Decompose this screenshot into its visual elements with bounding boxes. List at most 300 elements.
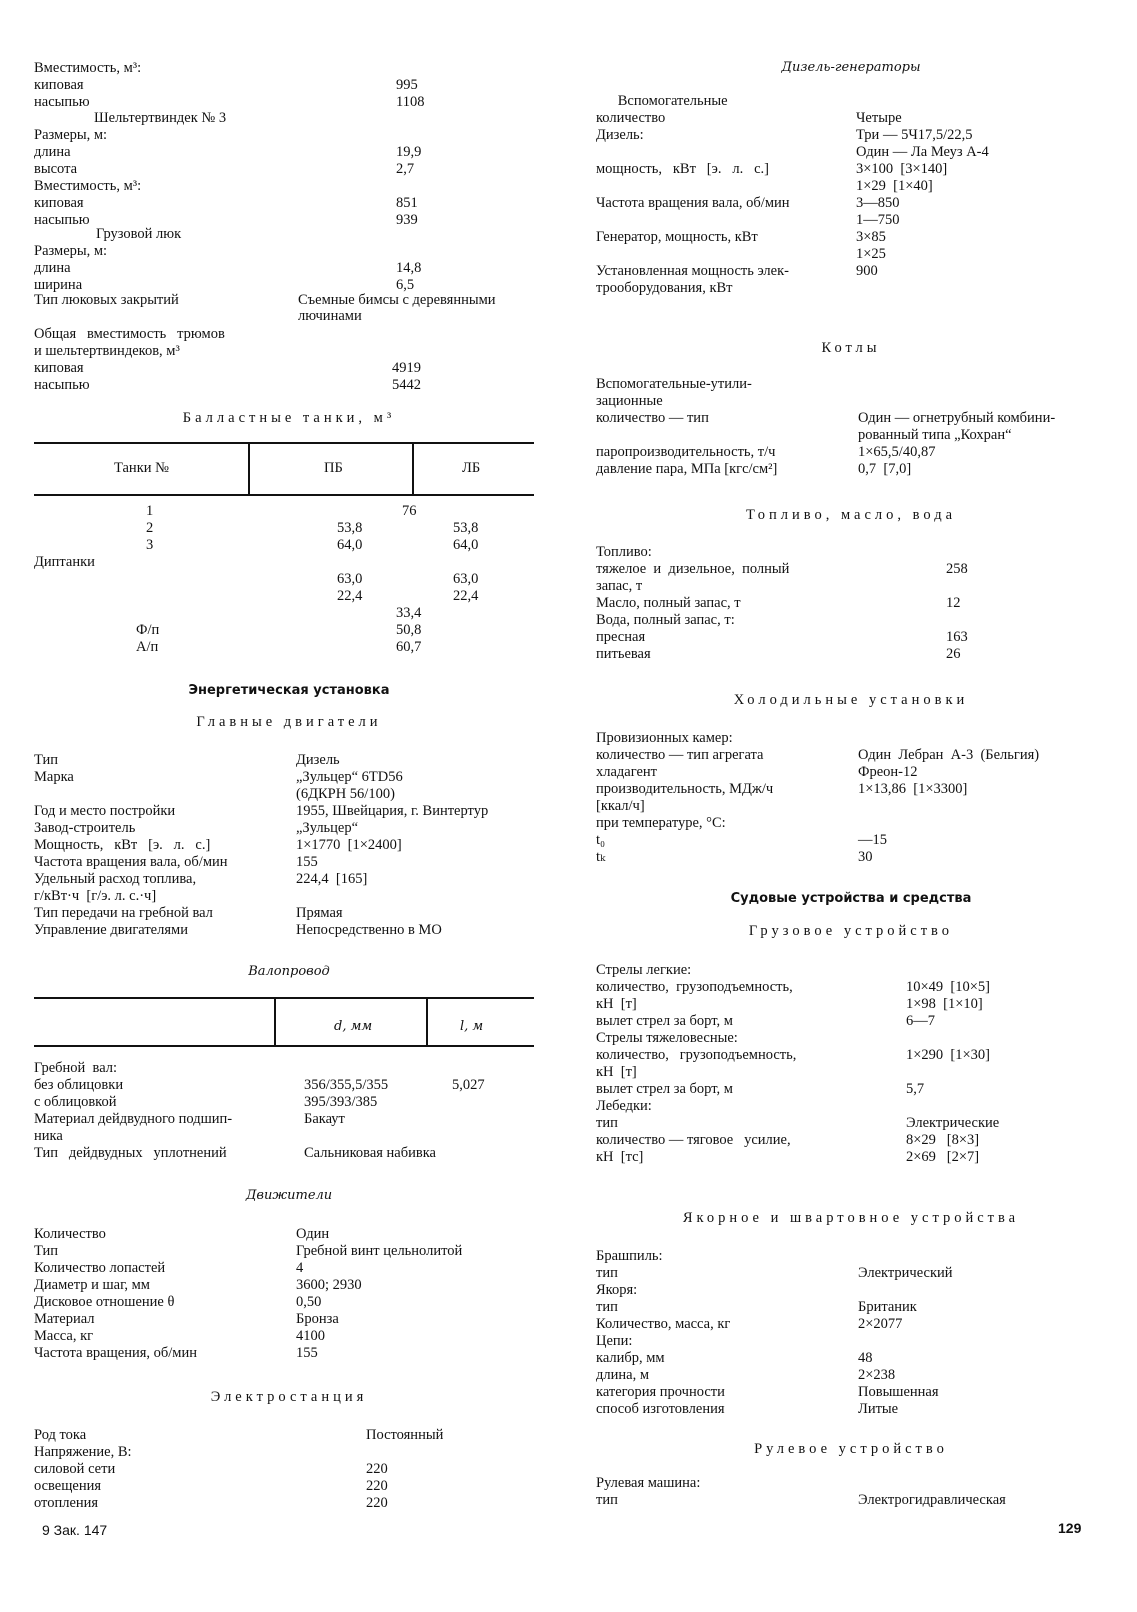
spec-row: [596, 747, 1116, 764]
spec-row: [596, 1367, 1116, 1384]
spec-value: —15: [858, 832, 887, 848]
spec-value: Один: [296, 1226, 330, 1242]
spec-value: 0,50: [296, 1294, 322, 1310]
spec-row: [34, 195, 544, 212]
spec-value: 995: [396, 77, 418, 93]
ballast-tank-name: 3: [146, 537, 154, 553]
spec-value: Один — Ла Меуз А-4: [856, 144, 989, 160]
ballast-rows: [34, 503, 544, 656]
spec-value: 2×238: [858, 1367, 896, 1383]
spec-label: Вода, полный запас, т:: [596, 612, 735, 628]
spec-value: 8×29 [8×3]: [906, 1132, 980, 1148]
spec-label: отопления: [34, 1495, 99, 1511]
spec-value: 3×100 [3×140]: [856, 161, 948, 177]
spec-value: Постоянный: [366, 1427, 444, 1443]
spec-label: Вспомогательные-утили-: [596, 376, 752, 392]
spec-value: Литые: [858, 1401, 899, 1417]
spec-row: [34, 1478, 544, 1495]
spec-label: освещения: [34, 1478, 102, 1494]
spec-value: 220: [366, 1495, 388, 1511]
spec-row: [34, 888, 544, 905]
spec-row: [34, 1444, 544, 1461]
refrigeration-title: Холодильные установки: [733, 692, 969, 708]
spec-label: насыпью: [34, 377, 90, 393]
cargo-gear-section: [596, 962, 1116, 1166]
total-capacity-label-1: Общая вместимость трюмов: [34, 326, 225, 342]
spec-row: [34, 905, 544, 922]
diesel-generators-section: [596, 93, 1116, 297]
spec-value: Бронза: [296, 1311, 339, 1327]
spec-label: способ изготовления: [596, 1401, 725, 1417]
spec-row: [596, 979, 1116, 996]
spec-label: трооборудования, кВт: [596, 280, 733, 296]
spec-label: производительность, МДж/ч: [596, 781, 774, 797]
steering-title: Рулевое устройство: [754, 1441, 948, 1457]
main-engines-title: Главные двигатели: [196, 714, 382, 730]
shaft-title: Валопровод: [248, 964, 330, 979]
spec-value: 155: [296, 854, 318, 870]
spec-label: при температуре, °С:: [596, 815, 726, 831]
spec-label: Дизель:: [596, 127, 644, 143]
spec-label: зационные: [596, 393, 663, 409]
spec-row: [34, 178, 544, 195]
spec-label: tₖ: [596, 849, 606, 865]
spec-row: [34, 1277, 544, 1294]
spec-label: Напряжение, В:: [34, 1444, 132, 1460]
spec-value: 258: [946, 561, 968, 577]
ballast-lb-value: 53,8: [453, 520, 479, 536]
spec-value: Повышенная: [858, 1384, 939, 1400]
spec-label: киповая: [34, 195, 84, 211]
spec-label: количество — тип агрегата: [596, 747, 764, 763]
spec-row: [34, 144, 544, 161]
spec-label: тип: [596, 1265, 618, 1281]
spec-value: 1×98 [1×10]: [906, 996, 983, 1012]
fuel-title: Топливо, масло, вода: [745, 507, 957, 523]
spec-row: [596, 195, 1116, 212]
spec-value: 5,7: [906, 1081, 925, 1097]
tweendeck3-title: Шельтертвиндек № 3: [94, 110, 227, 126]
spec-row: [596, 1316, 1116, 1333]
spec-value: Прямая: [296, 905, 343, 921]
spec-row: [596, 781, 1116, 798]
spec-label: количество — тип: [596, 410, 709, 426]
spec-row: [596, 212, 1116, 229]
spec-row: [596, 815, 1116, 832]
spec-row: [596, 1282, 1116, 1299]
spec-row: [596, 1248, 1116, 1265]
spec-value: 5442: [392, 377, 421, 393]
spec-row: [34, 1094, 544, 1111]
spec-label: Стрелы легкие:: [596, 962, 692, 978]
spec-label: Вместимость, м³:: [34, 60, 142, 76]
spec-extra: 5,027: [452, 1077, 485, 1093]
spec-label: калибр, мм: [596, 1350, 665, 1366]
ballast-lb-value: 22,4: [453, 588, 479, 604]
total-capacity-label-2: и шельтертвиндеков, м³: [34, 343, 180, 359]
spec-label: ника: [34, 1128, 63, 1144]
spec-value: 1×13,86 [1×3300]: [858, 781, 968, 797]
spec-value: Три — 5Ч17,5/22,5: [856, 127, 973, 143]
spec-label: Тип передачи на гребной вал: [34, 905, 213, 921]
spec-value: 220: [366, 1478, 388, 1494]
spec-row: [34, 1226, 544, 1243]
footer-order: 9 Зак. 147: [42, 1522, 108, 1538]
spec-row: [34, 803, 544, 820]
spec-value: 1×29 [1×40]: [856, 178, 933, 194]
spec-value: 1—750: [856, 212, 900, 228]
spec-row: [596, 1401, 1116, 1418]
spec-value: 2,7: [396, 161, 415, 177]
spec-label: количество, грузоподъемность,: [596, 1047, 797, 1063]
spec-value: Один — огнетрубный комбини-: [858, 410, 1056, 426]
spec-row: [34, 820, 544, 837]
spec-label: Тип дейдвудных уплотнений: [34, 1145, 227, 1161]
spec-label: Лебедки:: [596, 1098, 652, 1114]
ballast-row: [34, 639, 544, 656]
spec-row: [596, 263, 1116, 280]
spec-row: [596, 561, 1116, 578]
spec-row: [596, 161, 1116, 178]
spec-value: Электрический: [858, 1265, 953, 1281]
ballast-title: Балластные танки, м³: [182, 410, 396, 426]
spec-value: 4919: [392, 360, 421, 376]
ballast-lb-value: 64,0: [453, 537, 479, 553]
spec-label: Вместимость, м³:: [34, 178, 142, 194]
spec-row: [34, 1077, 544, 1094]
spec-label: Рулевая машина:: [596, 1475, 701, 1491]
spec-value: 939: [396, 212, 418, 228]
spec-row: [596, 1475, 1116, 1492]
spec-row: [34, 360, 544, 377]
spec-row: [596, 410, 1116, 427]
ballast-row: [34, 571, 544, 588]
spec-value: 6—7: [906, 1013, 935, 1029]
spec-value: 1955, Швейцария, г. Винтертур: [296, 803, 489, 819]
ballast-center-value: 33,4: [396, 605, 422, 621]
spec-label: Завод-строитель: [34, 820, 136, 836]
spec-value: 163: [946, 629, 968, 645]
spec-label: количество — тяговое усилие,: [596, 1132, 791, 1148]
spec-value: 14,8: [396, 260, 422, 276]
ballast-row: [34, 537, 544, 554]
propulsor-section: [34, 1226, 544, 1362]
spec-row: [596, 1064, 1116, 1081]
spec-label: Размеры, м:: [34, 243, 108, 259]
shaft-header-d: d, мм: [334, 1019, 373, 1034]
spec-row: [34, 1111, 544, 1128]
ballast-tank-name: Ф/п: [136, 622, 160, 638]
spec-label: Материал дейдвудного подшип-: [34, 1111, 233, 1127]
hatch-cover-value: Съемные бимсы с деревянными лючинами: [298, 292, 496, 324]
spec-row: [34, 854, 544, 871]
anchor-section: [596, 1248, 1116, 1418]
spec-label: хладагент: [596, 764, 658, 780]
spec-value: 19,9: [396, 144, 422, 160]
ballast-header-tanks: Танки №: [114, 460, 169, 476]
ballast-row: [34, 554, 544, 571]
spec-row: [596, 427, 1116, 444]
spec-label: Вспомогательные: [596, 93, 728, 109]
spec-row: [34, 77, 544, 94]
spec-label: с облицовкой: [34, 1094, 117, 1110]
spec-row: [596, 1492, 1116, 1509]
spec-row: [596, 1098, 1116, 1115]
spec-row: [596, 1350, 1116, 1367]
spec-label: запас, т: [596, 578, 643, 594]
main-engines-section: [34, 752, 544, 939]
spec-label: г/кВт·ч [г/э. л. с.·ч]: [34, 888, 157, 904]
spec-label: кН [т]: [596, 1064, 637, 1080]
spec-label: Цепи:: [596, 1333, 633, 1349]
spec-row: [596, 578, 1116, 595]
spec-row: [596, 393, 1116, 410]
spec-label: Масло, полный запас, т: [596, 595, 741, 611]
power-station-section: [34, 1427, 544, 1512]
spec-row: [34, 871, 544, 888]
spec-row: [596, 93, 1116, 110]
spec-value: 395/393/385: [304, 1094, 378, 1110]
spec-row: [34, 1294, 544, 1311]
ballast-row: [34, 588, 544, 605]
spec-row: [596, 1299, 1116, 1316]
spec-label: Удельный расход топлива,: [34, 871, 197, 887]
spec-row: [34, 1128, 544, 1145]
ballast-pb-value: 53,8: [337, 520, 363, 536]
spec-value: 356/355,5/355: [304, 1077, 389, 1093]
ballast-pb-value: 64,0: [337, 537, 363, 553]
spec-label: количество: [596, 110, 666, 126]
ballast-row: [34, 520, 544, 537]
spec-value: 155: [296, 1345, 318, 1361]
spec-label: длина: [34, 260, 71, 276]
total-capacity-section: [34, 360, 544, 394]
spec-value: „Зульцер“ 6TD56: [296, 769, 403, 785]
spec-value: 10×49 [10×5]: [906, 979, 991, 995]
spec-row: [596, 1115, 1116, 1132]
spec-value: 1×1770 [1×2400]: [296, 837, 402, 853]
spec-row: [34, 769, 544, 786]
spec-label: вылет стрел за борт, м: [596, 1013, 733, 1029]
spec-value: Гребной винт цельнолитой: [296, 1243, 463, 1259]
spec-label: мощность, кВт [э. л. с.]: [596, 161, 769, 177]
spec-row: [596, 1081, 1116, 1098]
spec-value: (6ДКРН 56/100): [296, 786, 395, 802]
energy-title: Энергетическая установка: [188, 683, 390, 698]
spec-row: [596, 246, 1116, 263]
refrigeration-section: [596, 730, 1116, 866]
spec-value: рованный типа „Кохран“: [858, 427, 1012, 443]
spec-row: [596, 646, 1116, 663]
ballast-tank-name: 1: [146, 503, 154, 519]
spec-row: [596, 376, 1116, 393]
diesel-generators-title: Дизель-генераторы: [781, 60, 921, 75]
spec-row: [596, 1333, 1116, 1350]
power-station-title: Электростанция: [210, 1389, 368, 1405]
spec-row: [596, 730, 1116, 747]
cargo-gear-title: Грузовое устройство: [748, 923, 954, 939]
tweendeck3-section: [34, 127, 544, 229]
spec-value: 26: [946, 646, 961, 662]
spec-row: [596, 595, 1116, 612]
spec-label: Количество, масса, кг: [596, 1316, 731, 1332]
spec-value: 3600; 2930: [296, 1277, 362, 1293]
spec-row: [34, 1328, 544, 1345]
spec-value: Электрические: [906, 1115, 1000, 1131]
ballast-row: [34, 622, 544, 639]
spec-label: ширина: [34, 277, 83, 293]
spec-row: [596, 127, 1116, 144]
boilers-title: Котлы: [821, 340, 881, 356]
spec-row: [34, 60, 544, 77]
spec-label: давление пара, МПа [кгс/см²]: [596, 461, 778, 477]
spec-label: насыпью: [34, 94, 90, 110]
spec-label: Год и место постройки: [34, 803, 176, 819]
spec-label: t₀: [596, 832, 606, 848]
boilers-section: [596, 376, 1116, 478]
shaft-table: [34, 997, 534, 1047]
ballast-row: [34, 503, 544, 520]
spec-label: длина: [34, 144, 71, 160]
spec-label: тяжелое и дизельное, полный: [596, 561, 790, 577]
spec-label: Тип: [34, 1243, 59, 1259]
spec-label: Размеры, м:: [34, 127, 108, 143]
propulsor-title: Движители: [245, 1188, 333, 1203]
spec-row: [596, 798, 1116, 815]
spec-row: [596, 444, 1116, 461]
spec-row: [34, 1345, 544, 1362]
spec-value: 4: [296, 1260, 304, 1276]
steering-section: [596, 1475, 1116, 1509]
spec-label: Масса, кг: [34, 1328, 94, 1344]
spec-row: [596, 1149, 1116, 1166]
spec-label: Установленная мощность элек-: [596, 263, 789, 279]
spec-row: [34, 1495, 544, 1512]
spec-value: „Зульцер“: [296, 820, 359, 836]
spec-label: высота: [34, 161, 78, 177]
spec-row: [596, 1384, 1116, 1401]
spec-row: [596, 229, 1116, 246]
spec-label: без облицовки: [34, 1077, 124, 1093]
spec-label: Частота вращения, об/мин: [34, 1345, 197, 1361]
spec-label: Гребной вал:: [34, 1060, 118, 1076]
spec-label: насыпью: [34, 212, 90, 228]
spec-row: [596, 280, 1116, 297]
spec-row: [34, 1311, 544, 1328]
spec-label: Частота вращения вала, об/мин: [34, 854, 228, 870]
anchor-title: Якорное и швартовное устройства: [682, 1210, 1020, 1226]
shaft-header-l: l, м: [460, 1019, 484, 1034]
spec-row: [596, 629, 1116, 646]
ballast-tank-name: А/п: [136, 639, 159, 655]
spec-value: Дизель: [296, 752, 340, 768]
hatch-section: [34, 243, 544, 294]
spec-label: Мощность, кВт [э. л. с.]: [34, 837, 211, 853]
spec-label: Топливо:: [596, 544, 652, 560]
spec-row: [34, 260, 544, 277]
spec-row: [596, 612, 1116, 629]
spec-label: Дисковое отношение θ: [34, 1294, 175, 1310]
ballast-center-value: 76: [402, 503, 417, 519]
spec-row: [34, 1260, 544, 1277]
fuel-section: [596, 544, 1116, 663]
hatch-cover-label: Тип люковых закрытий: [34, 292, 179, 308]
spec-row: [596, 1030, 1116, 1047]
spec-row: [34, 161, 544, 178]
ballast-tank-name: 2: [146, 520, 154, 536]
ballast-tank-name: Диптанки: [34, 554, 95, 570]
spec-value: Фреон-12: [858, 764, 918, 780]
hatch-title: Грузовой люк: [96, 226, 182, 242]
spec-row: [596, 764, 1116, 781]
spec-label: тип: [596, 1299, 618, 1315]
spec-row: [596, 849, 1116, 866]
spec-label: количество, грузоподъемность,: [596, 979, 793, 995]
spec-label: кН [т]: [596, 996, 637, 1012]
spec-value: Непосредственно в МО: [296, 922, 442, 938]
spec-label: киповая: [34, 77, 84, 93]
ballast-center-value: 50,8: [396, 622, 422, 638]
shaft-rows: [34, 1060, 544, 1162]
spec-label: Материал: [34, 1311, 95, 1327]
ballast-pb-value: 63,0: [337, 571, 363, 587]
spec-row: [34, 127, 544, 144]
ballast-row: [34, 605, 544, 622]
spec-label: Род тока: [34, 1427, 87, 1443]
spec-label: длина, м: [596, 1367, 649, 1383]
spec-value: 900: [856, 263, 878, 279]
ballast-pb-value: 22,4: [337, 588, 363, 604]
spec-value: 1×25: [856, 246, 886, 262]
ballast-center-value: 60,7: [396, 639, 422, 655]
spec-value: 48: [858, 1350, 873, 1366]
spec-label: Брашпиль:: [596, 1248, 663, 1264]
spec-value: Британик: [858, 1299, 917, 1315]
spec-row: [596, 178, 1116, 195]
spec-row: [596, 962, 1116, 979]
spec-label: питьевая: [596, 646, 651, 662]
spec-value: 851: [396, 195, 418, 211]
spec-row: [596, 461, 1116, 478]
spec-row: [34, 752, 544, 769]
spec-label: кН [тс]: [596, 1149, 644, 1165]
spec-label: Провизионных камер:: [596, 730, 733, 746]
spec-value: Сальниковая набивка: [304, 1145, 436, 1161]
spec-row: [596, 996, 1116, 1013]
spec-label: Генератор, мощность, кВт: [596, 229, 758, 245]
spec-value: Бакаут: [304, 1111, 345, 1127]
spec-row: [34, 1243, 544, 1260]
spec-value: 220: [366, 1461, 388, 1477]
spec-label: Количество лопастей: [34, 1260, 166, 1276]
spec-value: Один Лебран А-3 (Бельгия): [858, 747, 1040, 763]
spec-label: киповая: [34, 360, 84, 376]
spec-row: [34, 243, 544, 260]
spec-label: пресная: [596, 629, 646, 645]
spec-label: Якоря:: [596, 1282, 638, 1298]
spec-row: [596, 110, 1116, 127]
spec-label: Управление двигателями: [34, 922, 188, 938]
spec-label: категория прочности: [596, 1384, 725, 1400]
spec-label: тип: [596, 1115, 618, 1131]
spec-row: [34, 1461, 544, 1478]
spec-label: Марка: [34, 769, 74, 785]
spec-value: Четыре: [856, 110, 902, 126]
spec-value: 12: [946, 595, 961, 611]
spec-value: 1×65,5/40,87: [858, 444, 936, 460]
spec-row: [596, 1132, 1116, 1149]
spec-row: [34, 786, 544, 803]
